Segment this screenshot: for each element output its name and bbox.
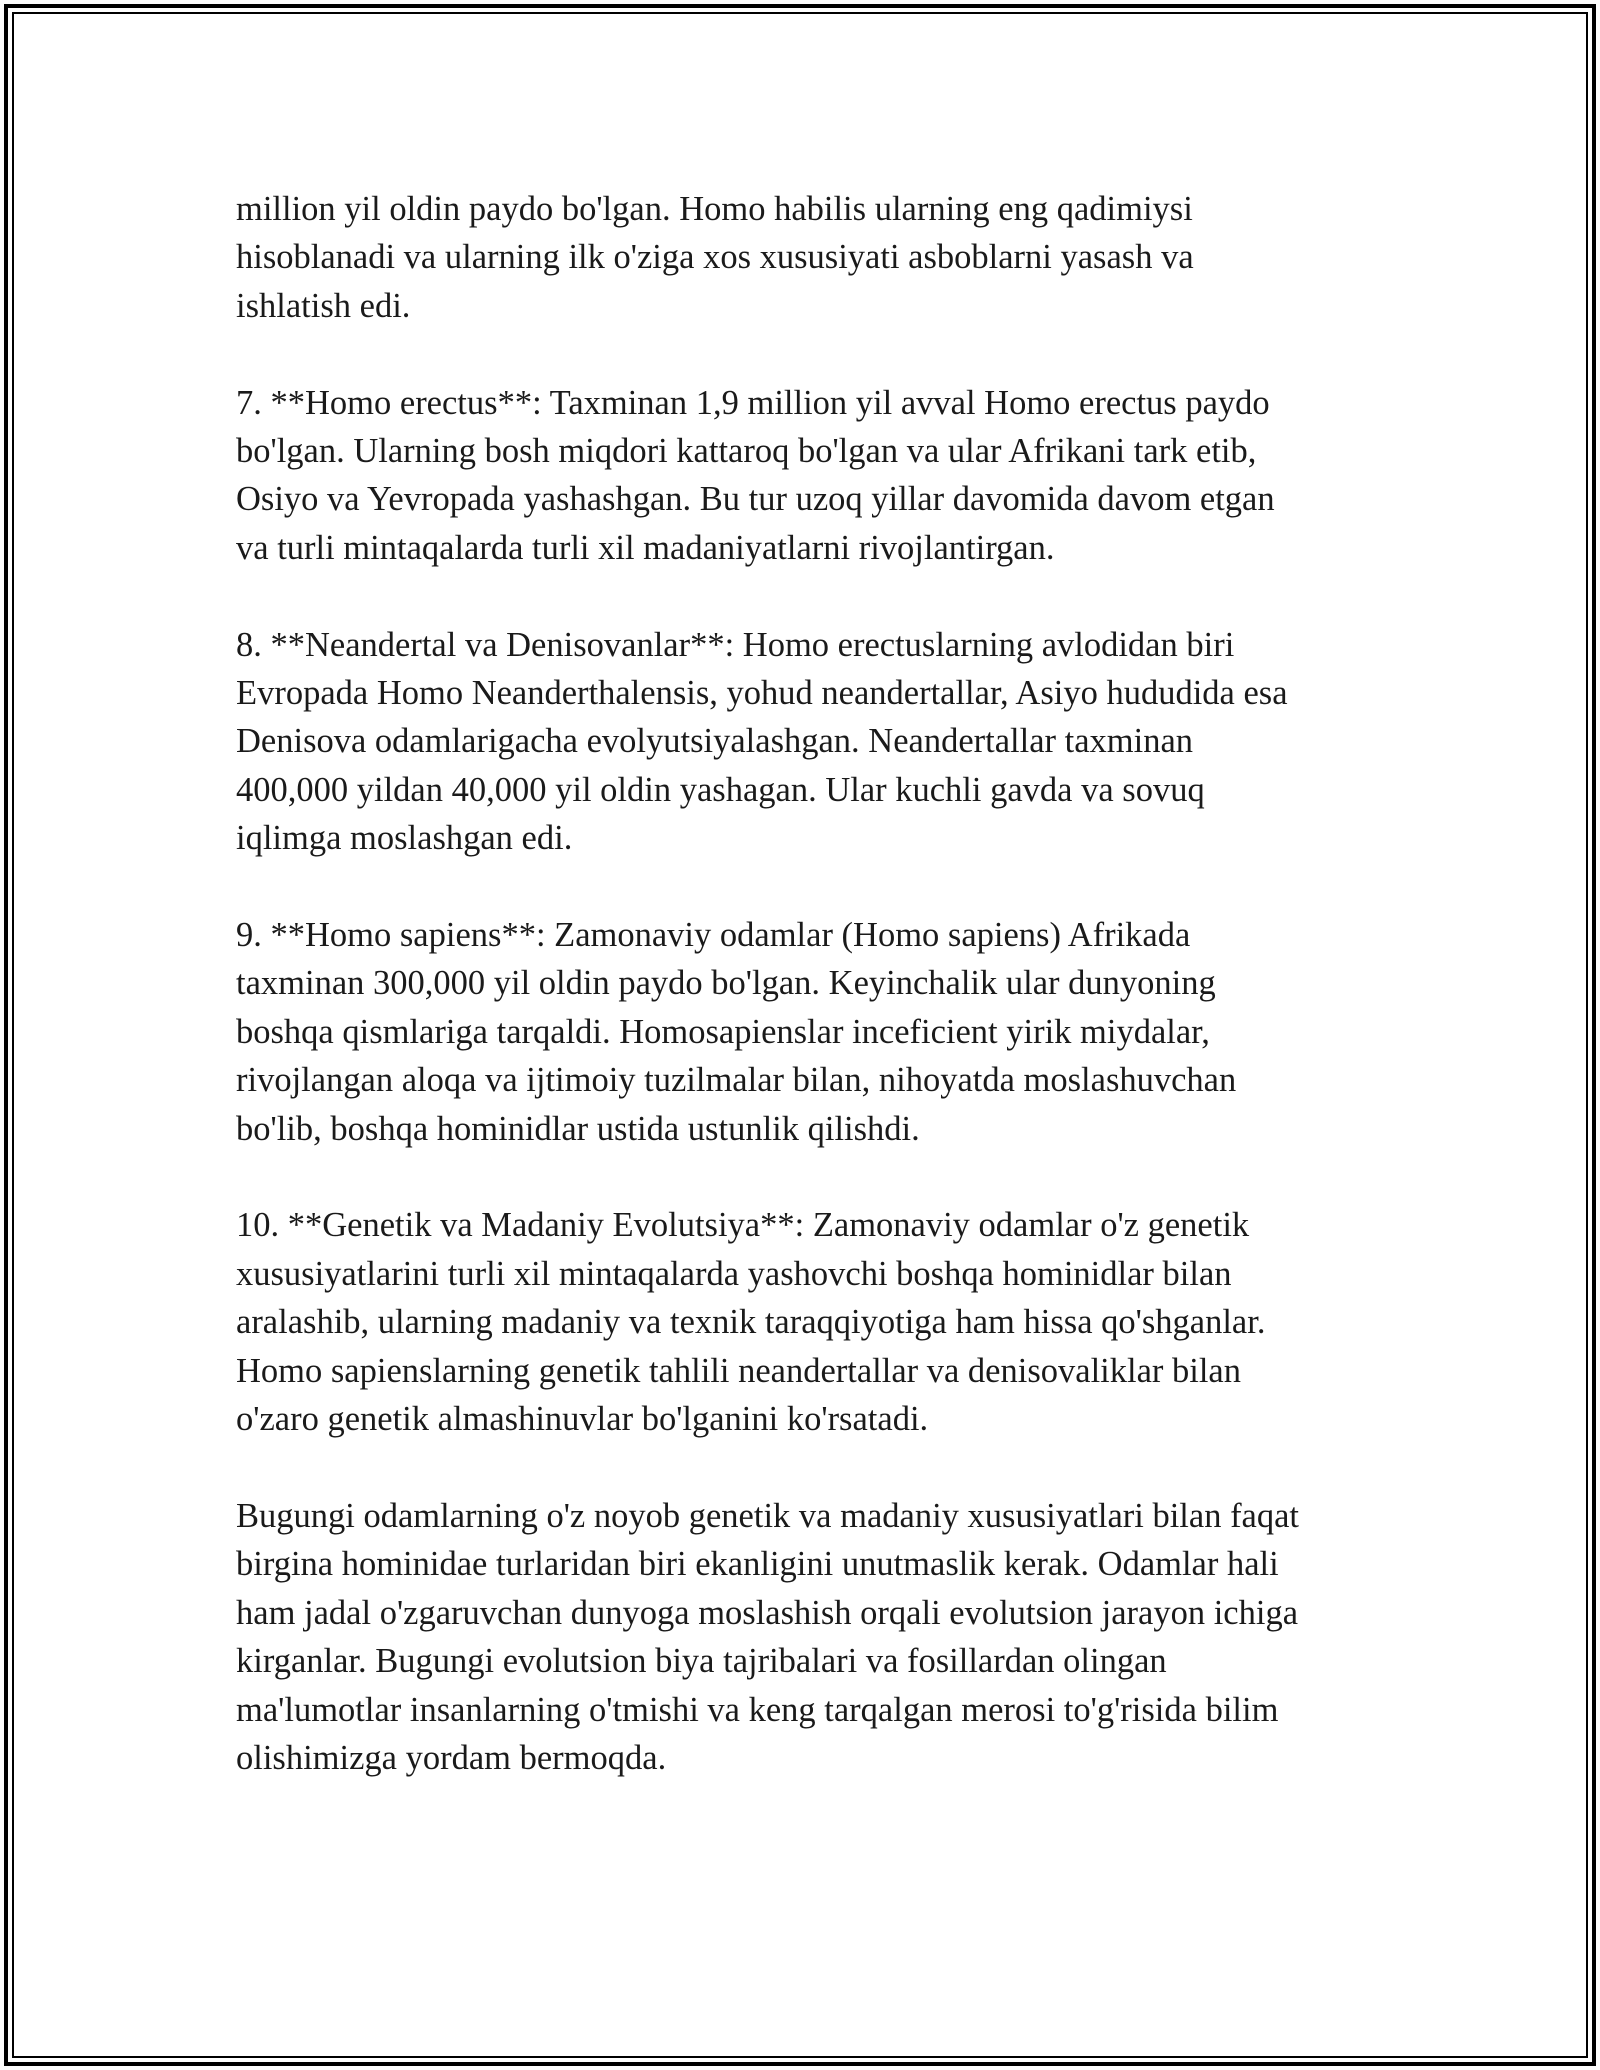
paragraph-homo-sapiens: 9. **Homo sapiens**: Zamonaviy odamlar (Homo sapiens) Afrikada taxminan 300,000 yil oldin paydo bo'lgan. Keyinchalik ular dunyoning boshqa qismlariga tarqaldi. Homosapienslar inceficient yirik miydalar, rivojlangan aloqa va ijtimoiy tuzilmalar bilan, nihoyatda moslashuvchan bo'lib, boshqa hominidlar ustida ustunlik qilishdi. (236, 916, 1237, 1148)
document-body (236, 185, 1386, 1782)
paragraph-neandertal-denisovanlar: 8. **Neandertal va Denisovanlar**: Homo erectuslarning avlodidan biri Evropada Homo Neanderthalensis, yohud neandertallar, Asiyo hududida esa Denisova odamlarigacha evolyutsiyalashgan. Neandertallar taxminan 400,000 yildan 40,000 yil oldin yashagan. Ular kuchli gavda va sovuq iqlimga moslashgan edi. (236, 625, 1288, 858)
paragraph-homo-erectus: 7. **Homo erectus**: Taxminan 1,9 million yil avval Homo erectus paydo bo'lgan. Ularning bosh miqdori kattaroq bo'lgan va ular Afrikani tark etib, Osiyo va Yevropada yashashgan. Bu tur uzoq yillar davomida davom etgan va turli mintaqalarda turli xil madaniyatlarni rivojlantirgan. (236, 383, 1275, 567)
paragraph-conclusion: Bugungi odamlarning o'z noyob genetik va madaniy xususiyatlari bilan faqat birgina hominidae turlaridan biri ekanligini unutmaslik kerak. Odamlar hali ham jadal o'zgaruvchan dunyoga moslashish orqali evolutsion jarayon ichiga kirganlar. Bugungi evolutsion biya tajribalari va fosillardan olingan ma'lumotlar insanlarning o'tmishi va keng tarqalgan merosi to'g'risida bilim olishimizga yordam bermoqda. (236, 1496, 1300, 1777)
paragraph-homo-habilis-continuation: million yil oldin paydo bo'lgan. Homo habilis ularning eng qadimiysi hisoblanadi va ularning ilk o'ziga xos xususiyati asboblarni yasash va ishlatish edi. (236, 190, 1194, 325)
paragraph-genetik-madaniy-evolutsiya: 10. **Genetik va Madaniy Evolutsiya**: Zamonaviy odamlar o'z genetik xususiyatlarini turli xil mintaqalarda yashovchi boshqa hominidlar bilan aralashib, ularning madaniy va texnik taraqqiyotiga ham hissa qo'shganlar. Homo sapienslarning genetik tahlili neandertallar va denisovaliklar bilan o'zaro genetik almashinuvlar bo'lganini ko'rsatadi. (236, 1206, 1266, 1439)
